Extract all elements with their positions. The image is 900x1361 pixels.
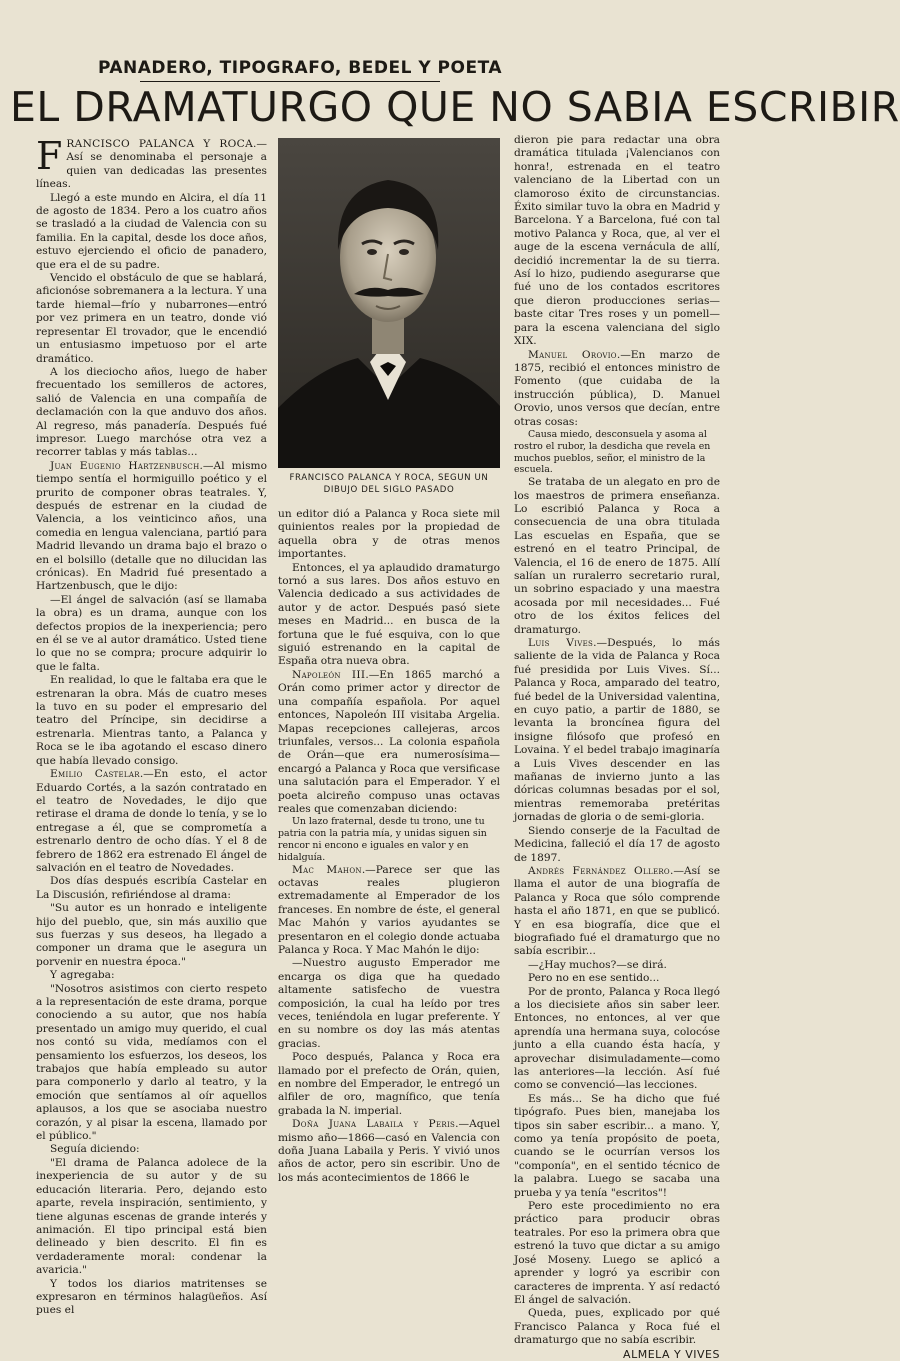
paragraph: Siendo conserje de la Facultad de Medicina, falleció el día 17 de agosto de 1897. <box>514 824 720 864</box>
paragraph: Llegó a este mundo en Alcira, el día 11 de agosto de 1834. Pero a los cuatro años se trasladó a la ciudad de Valencia con su familia. En la capital, desde los doce años, estuvo ejerciendo el oficio de panadero, que era el de su padre. <box>36 191 267 271</box>
subhead-name: Luis Vives <box>528 637 594 649</box>
paragraph: Dos días después escribía Castelar en La Discusión, refiriéndose al drama: <box>36 875 267 901</box>
paragraph: En realidad, lo que le faltaba era que le estrenaran la obra. Más de cuatro meses la tuvo en su poder el empresario del teatro del Príncipe, sin decidirse a estrenarla. Mientras tanto, a Palanca y Roca se le iba agotando el escaso dinero que había llevado consigo. <box>36 674 267 767</box>
paragraph: Entonces, el ya aplaudido dramaturgo tornó a sus lares. Dos años estuvo en Valencia dedicado a sus actividades de autor y de actor. Después pasó siete meses en Madrid... en busca de la fortuna que le fué esquiva, con lo que siguió estrenando en la capital de España otra nueva obra. <box>278 561 500 668</box>
paragraph: Emilio Castelar.—En esto, el actor Eduardo Cortés, a la sazón contratado en el teatro de Novedades, le dijo que retirase el drama de donde lo tenía, y se lo entregase a él, que se comprometía a estrenarlo dentro de ocho días. Y el 8 de febrero de 1862 era estrenado El ángel de salvación en el teatro de Novedades. <box>36 768 267 874</box>
paragraph: Juan Eugenio Hartzenbusch.—Al mismo tiempo sentía el hormiguillo poético y el prurito de componer obras teatrales. Y, después de estrenar en la ciudad de Valencia, a los veinticinco años, una comedia en lengua valenciana, partió para Madrid llevando un drama bajo el brazo o en el bolsillo (detalle que no dilucidan las crónicas). En Madrid fué presentado a Hartzenbusch, que le dijo: <box>36 459 267 593</box>
paragraph: Mac Mahon.—Parece ser que las octavas reales plugieron extremadamente al Emperador de los franceses. En nombre de éste, el general Mac Mahón y varios ayudantes se presentaron en el colegio donde actuaba Palanca y Roca. Y Mac Mahón le dijo: <box>278 863 500 956</box>
article-headline: EL DRAMATURGO QUE NO SABIA ESCRIBIR <box>10 83 900 131</box>
author-signature: ALMELA Y VIVES <box>623 1347 720 1361</box>
subhead-name: Napoleón III <box>292 668 366 681</box>
column-3 <box>514 134 720 1361</box>
subhead-name: Mac Mahon <box>292 863 362 876</box>
paragraph: Pero este procedimiento no era práctico para producir obras teatrales. Por eso la primera obra que estrenó la tuvo que dictar a su amigo José Moseny. Luego se aplicó a aprender y logró ya escribir con caracteres de imprenta. Y así redactó El ángel de salvación. <box>514 1200 720 1306</box>
paragraph: —¿Hay muchos?—se dirá. <box>528 958 667 971</box>
subhead-name: Emilio Castelar <box>50 768 140 781</box>
quote-paragraph: "Nosotros asistimos con cierto respeto a la representación de este drama, porque conociendo a su autor, que nos había presentado un amigo muy querido, el cual nos contó su vida, medíamos con el pensamiento los esfuerzos, los deseos, los trabajos que había empleado su autor para componerlo y darlo al teatro, y la emoción que sentíamos al oír aquellos aplausos, a los que se asociaba nuestro corazón, y al pisar la escena, llamado por el público." <box>36 982 267 1143</box>
paragraph: Por de pronto, Palanca y Roca llegó a los diecisiete años sin saber leer. Entonces, no entonces, al ver que aprendía una hermana suya, colocóse junto a ella cuando ésta hacía, y aprovechar disimuladamente—como las anteriores—la lección. Así fué como se convenció—las lecciones. <box>514 985 720 1092</box>
paragraph: Se trataba de un alegato en pro de los maestros de primera enseñanza. Lo escribió Palanca y Roca a consecuencia de una obra titulada Las escuelas en España, que se estrenó en el teatro Principal, de Valencia, el 16 de enero de 1875. Allí salían un ruralerro secretario rural, un sobrino espaciado y una maestra acosada por mil necesidades... Fué otro de los éxitos felices del dramaturgo. <box>514 476 720 636</box>
portrait-image <box>278 138 500 468</box>
paragraph: Doña Juana Labaila y Peris.—Aquel mismo año—1866—casó en Valencia con doña Juana Labaila y Peris. Y vivió unos años de actor, pero sin escribir. Uno de los más acontecimientos de 1866 le <box>278 1118 500 1184</box>
paragraph: Es más... Se ha dicho que fué tipógrafo. Pues bien, manejaba los tipos sin saber escribir... a mano. Y, como ya tenía propósito de poeta, cuando se le ocurrían versos los "componía", en el sentido técnico de la palabra. Luego se sacaba una prueba y ya tenía "escritos"! <box>514 1092 720 1199</box>
subhead-name: RANCISCO PALANCA Y ROCA <box>66 138 254 150</box>
paragraph: A los dieciocho años, luego de haber frecuentado los semilleros de actores, salió de Valencia en una compañía de declamación con la que anduvo dos años. Al regreso, más panadería. Después fué impresor. Luego marchóse otra vez a recorrer tablas y más tablas... <box>36 365 267 459</box>
portrait-caption: FRANCISCO PALANCA Y ROCA, SEGUN UN DIBUJO DEL SIGLO PASADO <box>289 473 489 495</box>
subhead-name: Andrés Fernández Ollero <box>528 864 670 877</box>
paragraph: —Nuestro augusto Emperador me encarga os diga que ha quedado altamente satisfecho de vuestra composición, la cual ha leído por tres veces, teniéndola en lugar preferente. Y en su nombre os doy las más atentas gracias. <box>278 957 500 1050</box>
paragraph: Y agregaba: <box>50 969 115 982</box>
paragraph: Napoleón III.—En 1865 marchó a Orán como primer actor y director de una compañía española. Por aquel entonces, Napoleón III visitaba Argelia. Mapas recepciones callejeras, arcos triunfales, versos... La colonia española de Orán—que era numerosísima—encargó a Palanca y Roca que versificase una salutación para el Emperador. Y el poeta alcireño compuso unas octavas reales que comenzaban diciendo: <box>278 668 500 815</box>
subhead-name: Manuel Orovio <box>528 348 617 361</box>
paragraph: —El ángel de salvación (así se llamaba la obra) es un drama, aunque con los defectos propios de la inexperiencia; pero en él se ve al autor dramático. Usted tiene lo que no se compra; procure adquirir lo que le falta. <box>36 593 267 673</box>
paragraph: Queda, pues, explicado por qué Francisco Palanca y Roca fué el dramaturgo que no sabía escribir. <box>514 1307 720 1347</box>
paragraph: un editor dió a Palanca y Roca siete mil quinientos reales por la propiedad de aquella obra y de otras menos importantes. <box>278 508 500 561</box>
drop-cap: F <box>36 134 63 178</box>
column-1 <box>36 134 267 1317</box>
verse-block: Causa miedo, desconsuela y asoma al rostro el rubor, la desdicha que revela en muchos pueblos, señor, el ministro de la escuela. <box>514 428 711 476</box>
quote-paragraph: "Su autor es un honrado e inteligente hijo del pueblo, que, sin más auxilio que sus fuerzas y sus deseos, ha llegado a componer un drama que le asegura un porvenir en nuestra época." <box>36 902 267 968</box>
quote-paragraph: "El drama de Palanca adolece de la inexperiencia de su autor y de su educación literaria. Pero, dejando esto aparte, revela inspiración, sentimiento, y tiene algunas escenas de grande interés y animación. El tipo principal está bien delineado y bien descrito. El fin es verdaderamente moral: condenar la avaricia." <box>36 1156 267 1277</box>
paragraph: FRANCISCO PALANCA Y ROCA.—Así se denominaba el personaje a quien van dedicadas las presentes líneas. <box>36 134 267 191</box>
kicker-rule <box>140 81 440 82</box>
paragraph: Manuel Orovio.—En marzo de 1875, recibió el entonces ministro de Fomento (que cuidaba de la instrucción pública), D. Manuel Orovio, unos versos que decían, entre otras cosas: <box>514 348 720 428</box>
subhead-name: Juan Eugenio Hartzenbusch <box>50 459 200 472</box>
paragraph: dieron pie para redactar una obra dramática titulada ¡Valencianos con honra!, estrenada en el teatro valenciano de la Libertad con un clamoroso éxito de circunstancias. Éxito similar tuvo la obra en Madrid y Barcelona. Y a Barcelona, fué con tal motivo Palanca y Roca, que, al ver el auge de la escena vernácula de allí, decidió incrementar la de su tierra. Así lo hizo, pudiendo asegurarse que fué uno de los contados escritores que dieron producciones serias—baste citar Tres roses y un pomell—para la escena valenciana del siglo XIX. <box>514 134 720 348</box>
column-2 <box>278 508 500 1184</box>
paragraph: Poco después, Palanca y Roca era llamado por el prefecto de Orán, quien, en nombre del Emperador, le entregó un alfiler de oro, magnífico, que tenía grabada la N. imperial. <box>278 1051 500 1117</box>
paragraph: Andrés Fernández Ollero.—Así se llama el autor de una biografía de Palanca y Roca que sólo comprende hasta el año 1871, en que se publicó. Y en esa biografía, dice que el biografiado fué el dramaturgo que no sabía escribir... <box>514 864 720 958</box>
portrait-drawing <box>278 138 500 468</box>
paragraph: Vencido el obstáculo de que se hablará, aficionóse sobremanera a la lectura. Y una tarde hiemal—frío y nubarrones—entró por vez primera en un teatro, donde vió representar El trovador, que le encendió un entusiasmo impetuoso por el arte dramático. <box>36 272 267 365</box>
paragraph: Pero no en ese sentido... <box>528 972 660 985</box>
subhead-name: Doña Juana Labaila y Peris <box>292 1118 456 1131</box>
article-kicker: PANADERO, TIPOGRAFO, BEDEL Y POETA <box>97 58 503 78</box>
paragraph: Seguía diciendo: <box>50 1143 140 1156</box>
paragraph: Y todos los diarios matritenses se expresaron en términos halagüeños. Así pues el <box>36 1277 267 1317</box>
verse-block: Un lazo fraternal, desde tu trono, une tu patria con la patria mía, y unidas siguen sin rencor ni encono e iguales en valor y en hidalguía. <box>278 816 487 863</box>
paragraph: Luis Vives.—Después, lo más saliente de la vida de Palanca y Roca fué presidida por Luis Vives. Sí... Palanca y Roca, amparado del teatro, fué bedel de la Universidad valentina, en cuyo patio, a partir de 1880, se levanta la broncínea figura del insigne filósofo que profesó en Lovaina. Y el bedel trabajo imaginaría a Luis Vives descender en las mañanas de invierno junto a las dóricas columnas besadas por el sol, mientras rememoraba pretéritas jornadas de gloria o de semi-gloria. <box>514 637 720 824</box>
